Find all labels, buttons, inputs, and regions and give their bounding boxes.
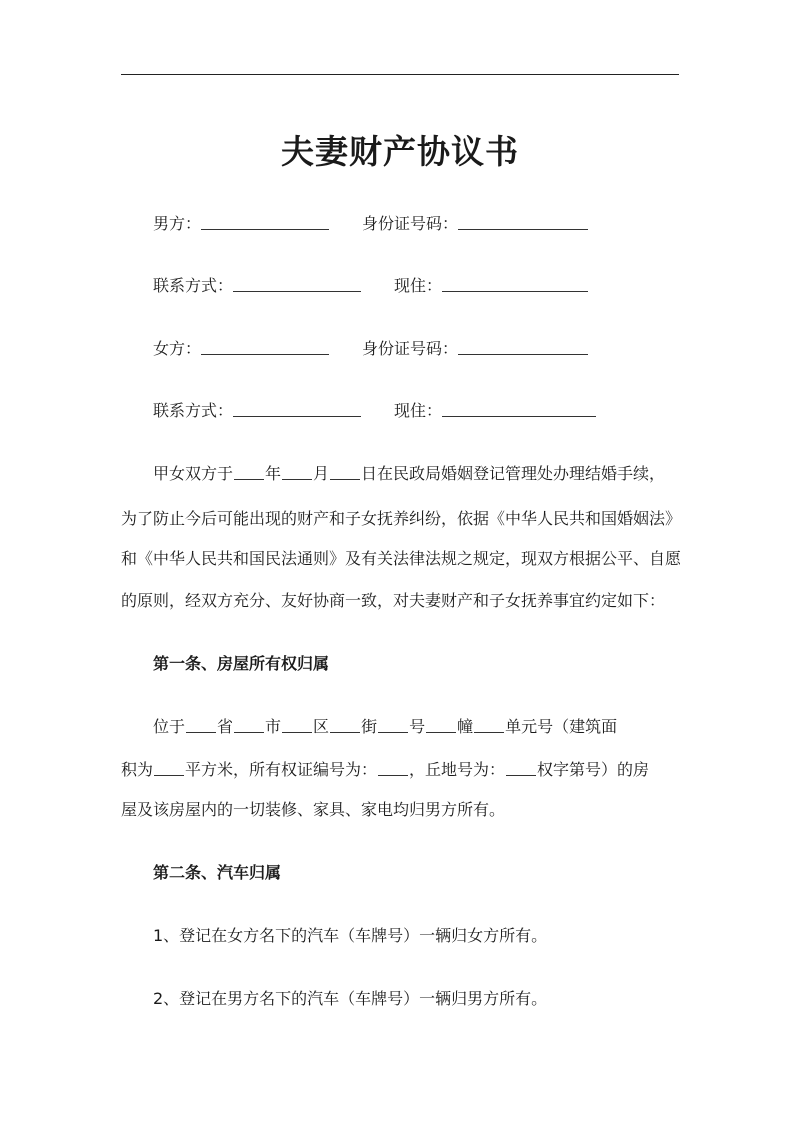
article-text: ，丘地号为： (409, 760, 506, 779)
street-blank (330, 717, 360, 733)
female-address-blank (442, 400, 596, 417)
article-text: 街 (361, 717, 378, 736)
intro-text: 年 (265, 464, 282, 483)
article-text: 积为 (121, 760, 154, 779)
day-blank (330, 464, 360, 480)
female-id-blank (458, 338, 588, 355)
article-text: 平方米，所有权证编号为： (185, 760, 378, 779)
article-1-line-3: 屋及该房屋内的一切装修、家具、家电均归男方所有。 (121, 800, 506, 819)
month-blank (282, 464, 312, 480)
certificate-blank (378, 760, 408, 776)
female-address-label: 现住： (394, 401, 443, 420)
male-name-blank (201, 213, 329, 230)
male-id-label: 身份证号码： (362, 214, 459, 233)
male-contact-blank (233, 275, 361, 292)
intro-text: 甲女双方于 (153, 464, 234, 483)
province-blank (186, 717, 216, 733)
district-blank (282, 717, 312, 733)
female-contact-field (153, 400, 361, 422)
article-text: 权字第号）的房 (537, 760, 650, 779)
lot-blank (506, 760, 536, 776)
intro-line-1 (153, 463, 665, 485)
female-contact-label: 联系方式： (153, 401, 234, 420)
intro-text: 月 (313, 464, 330, 483)
female-address-field (394, 400, 596, 422)
article-1-heading: 第一条、房屋所有权归属 (153, 654, 330, 673)
article-text: 幢 (457, 717, 474, 736)
unit-blank (474, 717, 504, 733)
top-rule (121, 74, 679, 75)
male-address-field (394, 275, 588, 297)
female-label: 女方： (153, 339, 202, 358)
male-label: 男方： (153, 214, 202, 233)
male-field (153, 213, 329, 235)
male-address-blank (442, 275, 588, 292)
article-2-item-1: 1、登记在女方名下的汽车（车牌号）一辆归女方所有。 (153, 926, 548, 945)
male-id-blank (458, 213, 588, 230)
number-blank (378, 717, 408, 733)
article-text: 市 (265, 717, 282, 736)
male-contact-label: 联系方式： (153, 276, 234, 295)
document-title: 夫妻财产协议书 (281, 132, 519, 171)
article-text: 省 (217, 717, 234, 736)
intro-line-3: 和《中华人民共和国民法通则》及有关法律法规之规定，现双方根据公平、自愿 (121, 549, 682, 568)
female-field (153, 338, 329, 360)
building-blank (426, 717, 456, 733)
male-contact-field (153, 275, 361, 297)
female-id-label: 身份证号码： (362, 339, 459, 358)
male-address-label: 现住： (394, 276, 443, 295)
intro-text: 日在民政局婚姻登记管理处办理结婚手续， (361, 464, 666, 483)
article-1-line-2 (121, 759, 649, 781)
article-text: 单元号（建筑面 (505, 717, 618, 736)
city-blank (234, 717, 264, 733)
area-blank (154, 760, 184, 776)
year-blank (234, 464, 264, 480)
article-2-item-2: 2、登记在男方名下的汽车（车牌号）一辆归男方所有。 (153, 989, 548, 1008)
intro-line-2: 为了防止今后可能出现的财产和子女抚养纠纷，依据《中华人民共和国婚姻法》 (121, 509, 682, 528)
article-2-heading: 第二条、汽车归属 (153, 863, 282, 882)
female-id-field (362, 338, 588, 360)
female-contact-blank (233, 400, 361, 417)
female-name-blank (201, 338, 329, 355)
article-text: 区 (313, 717, 330, 736)
article-text: 位于 (153, 717, 186, 736)
article-1-line-1 (153, 716, 617, 738)
intro-line-4: 的原则，经双方充分、友好协商一致，对夫妻财产和子女抚养事宜约定如下： (121, 591, 666, 610)
male-id-field (362, 213, 588, 235)
article-text: 号 (409, 717, 426, 736)
